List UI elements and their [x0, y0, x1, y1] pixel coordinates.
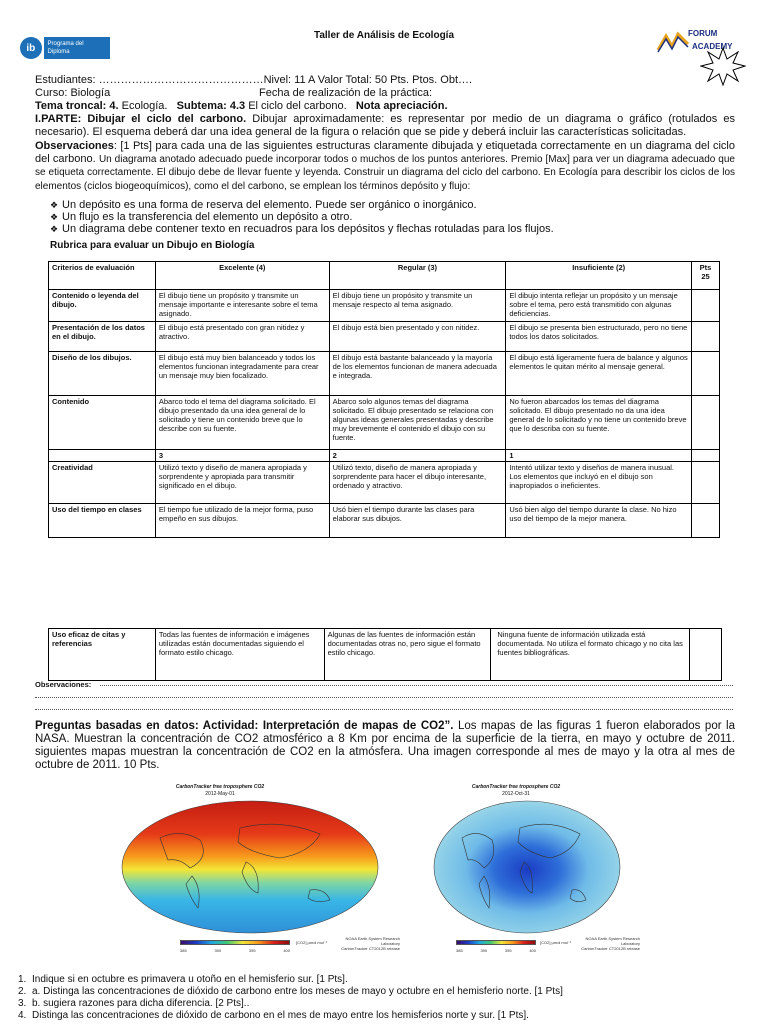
map1-image — [120, 798, 380, 936]
table-cell — [692, 450, 720, 462]
co2-maps-figure — [120, 778, 640, 968]
column-header: Regular (3) — [329, 262, 506, 290]
starburst-icon — [700, 46, 746, 86]
map2-colorbar — [456, 940, 536, 945]
table-cell: Intentó utilizar texto y diseños de manera inusual. Los elementos que incluyó en el dibujo son inapropiados o ineficientes. — [506, 462, 692, 504]
list-item: ❖ Un flujo es la transferencia del elemento un depósito a otro. — [50, 211, 353, 223]
list-item: 4. Distinga las concentraciones de dióxido de carbono en el mes de mayo entre los hemisferios norte y sur. [1 Pts]. — [18, 1010, 529, 1021]
map2-title: CarbonTracker free troposphere CO2 — [471, 784, 561, 790]
table-cell: Algunas de las fuentes de información están documentadas otras no, pero sigue el formato estilo chicago. — [324, 629, 491, 681]
points-cell — [690, 629, 722, 681]
table-cell: El dibujo intenta reflejar un propósito y un mensaje sobre el tema, pero está transmitido con algunas deficiencias. — [506, 290, 692, 322]
scale-cell: 3 — [155, 450, 329, 462]
column-header: Excelente (4) — [155, 262, 329, 290]
rubric-table — [48, 261, 720, 538]
observations-paragraph — [35, 140, 735, 193]
map1-noaa-credit: NOAA Earth System Research Laboratory CarbonTracker CT2012B release — [341, 936, 400, 951]
table-row — [49, 504, 720, 538]
topic-line — [35, 100, 448, 113]
diamond-bullet-icon: ❖ — [50, 212, 59, 222]
note-label: Nota apreciación. — [355, 100, 448, 112]
points-cell — [692, 352, 720, 396]
observations-text: : [1 Pts] para cada una de las siguientes estructuras claramente dibujada y etiquetada correctamente en un diagrama del ciclo del carbono. — [35, 140, 735, 165]
rubric-title: Rubrica para evaluar un Dibujo en Biología — [50, 240, 255, 251]
criterion-cell: Contenido o leyenda del dibujo. — [49, 290, 156, 322]
map1-date: 2012-May-01 — [205, 791, 235, 797]
observations-label: Observaciones — [35, 140, 114, 152]
subtopic-label: Subtema: 4.3 — [176, 100, 246, 112]
map1-colorbar — [180, 940, 290, 945]
diamond-bullet-icon: ❖ — [50, 224, 59, 234]
ib-logo-icon: ib — [20, 37, 42, 59]
ib-program-label: Programa del Diploma — [44, 37, 110, 59]
points-cell — [692, 322, 720, 352]
criterion-cell: Diseño de los dibujos. — [49, 352, 156, 396]
table-cell: Utilizó texto, diseño de manera apropiada y sorprendente para hacer el dibujo interesante, ordenado y atractivo. — [329, 462, 506, 504]
map1-colorbar-unit: [CO2] µmol mol⁻¹ — [296, 940, 328, 945]
table-cell: Usó bien algo del tiempo durante la clase. No hizo uso del tiempo de la mejor manera. — [506, 504, 692, 538]
map2-colorbar-ticks: 385 390 395 400 — [456, 948, 536, 953]
table-cell: Abarco solo algunos temas del diagrama solicitado. El dibujo presentado se relaciona con algunas ideas generales presentadas y describe muy brevemente el contenido el dibujo con su fuente. — [329, 396, 506, 450]
list-item: 3. b. sugiera razones para dicha diferencia. [2 Pts].. — [18, 998, 250, 1009]
table-cell: El tiempo fue utilizado de la mejor forma, puso empeño en sus dibujos. — [155, 504, 329, 538]
questions-list — [14, 974, 754, 1022]
column-header: Insuficiente (2) — [506, 262, 692, 290]
table-cell: El dibujo está bien presentado y con nitidez. — [329, 322, 506, 352]
table-cell: El dibujo está bastante balanceado y la mayoría de los elementos funcionan de manera adecuada e integrada. — [329, 352, 506, 396]
criterion-cell: Presentación de los datos en el dibujo. — [49, 322, 156, 352]
list-item: 1. Indique si en octubre es primavera u otoño en el hemisferio sur. [1 Pts]. — [18, 974, 348, 985]
map2-image — [432, 798, 622, 936]
table-cell: El dibujo está ligeramente fuera de balance y algunos elementos le quitan mérito al mensaje general. — [506, 352, 692, 396]
table-cell: El dibujo está muy bien balanceado y todos los elementos funcionan integradamente para crear un mensaje muy bien focalizado. — [155, 352, 329, 396]
academy-label: ACADEMY — [692, 42, 733, 51]
citations-table — [48, 628, 722, 681]
map1-title: CarbonTracker free troposphere CO2 — [175, 784, 265, 790]
points-cell — [692, 290, 720, 322]
table-row — [49, 396, 720, 450]
table-cell: Abarco todo el tema del diagrama solicitado. El dibujo presentado da una idea general de lo solicitado y tiene un contenido breve que lo describe con su fuente. — [155, 396, 329, 450]
observation-line[interactable] — [35, 690, 733, 698]
course-label: Curso: Biología — [35, 87, 111, 99]
map2-date: 2012-Oct-31 — [502, 791, 530, 797]
course-line — [35, 87, 433, 100]
rubric-header-row — [49, 262, 720, 290]
map2-colorbar-unit: [CO2] µmol mol⁻¹ — [540, 940, 572, 945]
data-questions-text: Los mapas de las figuras 1 fueron elaborados por la NASA. Muestran la concentración de CO2 atmosférico a 8 Km por encima de la superficie de la tierra, en mayo y octubre de 2011. siguientes mapas muestran la concentración de CO2 en la atmósfera. Una imagen corresponde al mes de mayo y la otra al mes de octubre de 2011. 10 Pts. — [35, 720, 736, 771]
table-cell: Utilizó texto y diseño de manera apropiada y sorprendente y apropiada para transmitir significado en el dibujo. — [155, 462, 329, 504]
points-cell — [692, 504, 720, 538]
scale-cell: 2 — [329, 450, 506, 462]
list-item: ❖ Un depósito es una forma de reserva del elemento. Puede ser orgánico o inorgánico. — [50, 199, 477, 211]
observation-line[interactable] — [100, 678, 733, 686]
topic-label: Tema troncal: 4. — [35, 100, 119, 112]
table-cell: Todas las fuentes de información e imágenes utilizadas están documentadas siguiendo el formato estilo chicago. — [155, 629, 324, 681]
definition-list — [50, 199, 740, 235]
table-cell: El dibujo tiene un propósito y transmite un mensaje importante e interesante sobre el tema asignado. — [155, 290, 329, 322]
table-cell: El dibujo se presenta bien estructurado, pero no tiene todos los datos solicitados. — [506, 322, 692, 352]
subtopic-value: El ciclo del carbono. — [248, 100, 347, 112]
forum-swoosh-icon — [656, 30, 690, 54]
table-cell: El dibujo está presentado con gran nitidez y atractivo. — [155, 322, 329, 352]
table-cell: El dibujo tiene un propósito y transmite un mensaje respecto al tema asignado. — [329, 290, 506, 322]
part1-paragraph — [35, 113, 735, 138]
criterion-cell: Contenido — [49, 396, 156, 450]
observation-line[interactable] — [35, 702, 733, 710]
table-cell — [49, 450, 156, 462]
criterion-cell: Creatividad — [49, 462, 156, 504]
table-row — [49, 352, 720, 396]
students-line: Estudiantes: ………………………………………Nivel: 11 A Valor Total: 50 Pts. Ptos. Obt…. — [35, 74, 473, 86]
list-item: ❖ Un diagrama debe contener texto en recuadros para los depósitos y flechas rotuladas para los flujos. — [50, 223, 554, 235]
observations-footer-label: Observaciones: — [35, 680, 92, 689]
table-row — [49, 629, 722, 681]
page-title: Taller de Análisis de Ecología — [313, 30, 455, 41]
diamond-bullet-icon: ❖ — [50, 200, 59, 210]
observations-text-2: Un diagrama anotado adecuado puede incorporar todos o muchos de los puntos anteriores. Premio [Max] para ver un diagrama adecuado que se etiqueta correctamente. El dibujo debe de llevar fuente y leyenda. Construir un diagrama del ciclo del carbono. En Ecología para describir los ciclos de los elementos (ciclos biogeoquímicos), como el del carbono, se emplean los términos depósito y flujo: — [35, 153, 735, 192]
table-row — [49, 290, 720, 322]
map2-noaa-credit: NOAA Earth System Research Laboratory CarbonTracker CT2012B release — [581, 936, 640, 951]
criterion-cell: Uso eficaz de citas y referencias — [49, 629, 156, 681]
column-header: Criterios de evaluación — [49, 262, 156, 290]
data-questions-paragraph — [35, 720, 735, 772]
topic-value: Ecología. — [121, 100, 168, 112]
table-cell: Ninguna fuente de información utilizada está documentada. No utiliza el formato chicago y no cita las fuentes bibliográficas. — [491, 629, 690, 681]
table-row — [49, 322, 720, 352]
criterion-cell: Uso del tiempo en clases — [49, 504, 156, 538]
points-cell — [692, 462, 720, 504]
table-cell: No fueron abarcados los temas del diagrama solicitado. El dibujo presentado no da una idea general de lo solicitado y no tiene un contenido breve que lo describa con su fuente. — [506, 396, 692, 450]
scale-cell: 1 — [506, 450, 692, 462]
scale-row — [49, 450, 720, 462]
points-cell — [692, 396, 720, 450]
part1-text: Dibujar aproximadamente: es representar por medio de un diagrama o gráfico (rotulados es necesario). El esquema deberá dar una idea general de la figura o relación que se pide y deberá incluir las características solicitadas. — [35, 113, 735, 138]
date-label: Fecha de realización de la práctica: — [259, 87, 433, 99]
part1-heading: I.PARTE: Dibujar el ciclo del carbono. — [35, 113, 247, 125]
table-cell: Usó bien el tiempo durante las clases para elaborar sus dibujos. — [329, 504, 506, 538]
table-row — [49, 462, 720, 504]
map1-colorbar-ticks: 385 390 395 400 — [180, 948, 290, 953]
forum-label: FORUM — [688, 29, 718, 38]
data-questions-heading: Preguntas basadas en datos: Actividad: Interpretación de mapas de CO2”. — [35, 720, 454, 732]
list-item: 2. a. Distinga las concentraciones de dióxido de carbono entre los meses de mayo y octubre en el hemisferio norte. [1 Pts] — [18, 986, 563, 997]
column-header: Pts 25 — [692, 262, 720, 290]
